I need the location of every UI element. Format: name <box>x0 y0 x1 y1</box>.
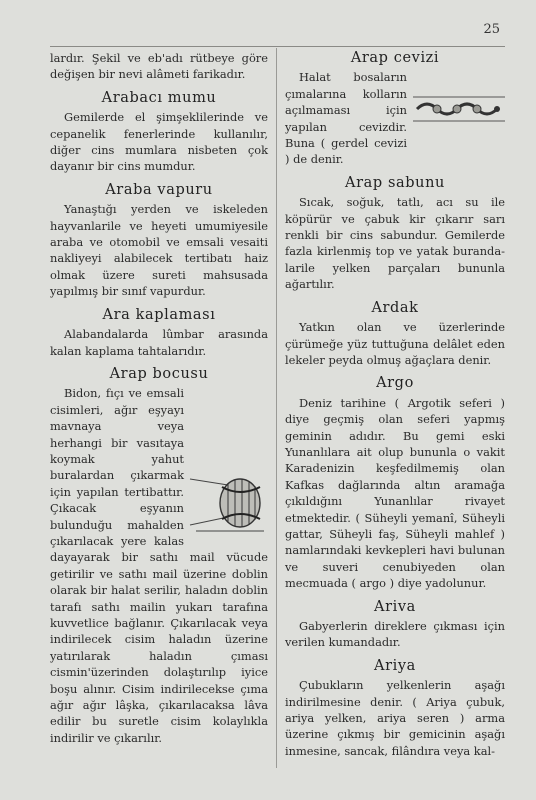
column-divider <box>276 48 277 768</box>
entry-title: Araba vapuru <box>105 181 213 198</box>
barrel-icon <box>188 473 266 535</box>
knot-illustration <box>413 89 505 133</box>
entry-text: Çubukların yelkenlerin aşağı indirilmesine denir. ( Ariya çubuk, ariya yelken, ariya seren ) arma üzerine çıkmış bir gemicinin aşağı inmesine, sancak, filândıra veya kal- <box>285 678 505 758</box>
entry-title: Ariya <box>374 657 416 674</box>
entry-title: Ara kaplaması <box>102 306 216 323</box>
page-number: 25 <box>483 22 500 37</box>
entry-text: Gabyerlerin direklere çıkması için verilen kumandadır. <box>285 619 505 650</box>
entry-title: Arap sabunu <box>345 174 445 191</box>
entry-title: Arabacı mumu <box>101 89 217 106</box>
entry-text: Yatkın olan ve üzerlerinde çürümeğe yüz tuttuğuna delâlet eden lekeler peyda olmuş ağaçlara denir. <box>285 320 505 367</box>
entry-title: Argo <box>376 375 414 392</box>
entry-text: Deniz tarihine ( Argotik seferi ) diye geçmiş olan seferi yapmış geminin adıdır. Bu gemi eski Yunanlılara ait olup bununla o vakit Karadenizin keşfedilmemiş olan Kafkas dağlarında altın aramağa çıkıldığını Yunanlılar rivayet etmektedir. ( Süheyli yemanî, Süheyli gattar, Süheyli faş, Süheyli mahlef ) namlarındaki kevkepleri havi bulunan ve suveri cenubiyeden olan mecmuada ( argo ) diye yadolunur. <box>285 395 505 591</box>
entry-text: Gemilerde el şimşeklilerinde ve cepanelik fenerlerinde kullanılır, diğer cins mumlara nisbeten çok dayanır bir cins mumdur. <box>50 110 268 174</box>
entry-title: Ardak <box>371 299 419 316</box>
header-rule <box>50 46 505 47</box>
entry-text: Sıcak, soğuk, tatlı, acı su ile köpürür ve çabuk kir çıkarır sarı renkli bir cins sabundur. Gemilerde fazla kirlenmiş top ve yatak burandalarile yelken parçaları bununla ağartılır. <box>285 195 505 292</box>
right-column <box>285 50 505 759</box>
entry-title: Arap cevizi <box>350 50 440 66</box>
entry-title: Arap bocusu <box>109 365 209 382</box>
entry-text: Alabandalarda lûmbar arasında kalan kaplama tahtalarıdır. <box>50 327 268 358</box>
left-column <box>50 50 268 746</box>
entry-text: Halat bosaların çımalarına kolların açılmaması için yapılan cevizdir. Buna ( gerdel cevizi ) de denir. <box>285 70 407 167</box>
entry-text: Yanaştığı yerden ve iskeleden hayvanlarile ve heyeti umumiyesile araba ve otomobil ve emsali vesaiti nakliyeyi alabilecek tertibatı haiz olmak üzere sureti mahsusada yapılmış bir sınıf vapurdur. <box>50 202 268 299</box>
entry-title: Ariva <box>374 598 416 615</box>
intro-paragraph: lardır. Şekil ve eb'adı rütbeye göre değişen bir nevi alâmeti farikadır. <box>50 51 268 82</box>
barrel-illustration <box>188 473 266 539</box>
rope-knot-icon <box>413 89 505 129</box>
entry-text: Bidon, fıçı ve emsali cisimleri, ağır eşyayı mavnaya veya herhangi bir vasıtaya koymak yahut buralardan çıkarmak için yapılan tertibattır. Çıkacak eşyanın bulunduğu mahalden çıkarılacak yere kalas dayayarak bir sathı mail vücude getirilir ve sathı mail üzerine doblin olarak bir halat serilir, haladın doblin tarafı sathı mailin yukarı tarafına kuvvetlice bağlanır. Çıkarılacak veya indirilecek cisim haladın üzerine yatırılarak haladın çıması cismin'üzerinden dolaştırılıp iyice boşu alınır. Cisim indirilecekse çıma ağır ağır lâşka, çıkarılacaksa lâva edilir bu suretle cisim kolaylıkla indirilir ve çıkarılır. <box>50 386 268 745</box>
